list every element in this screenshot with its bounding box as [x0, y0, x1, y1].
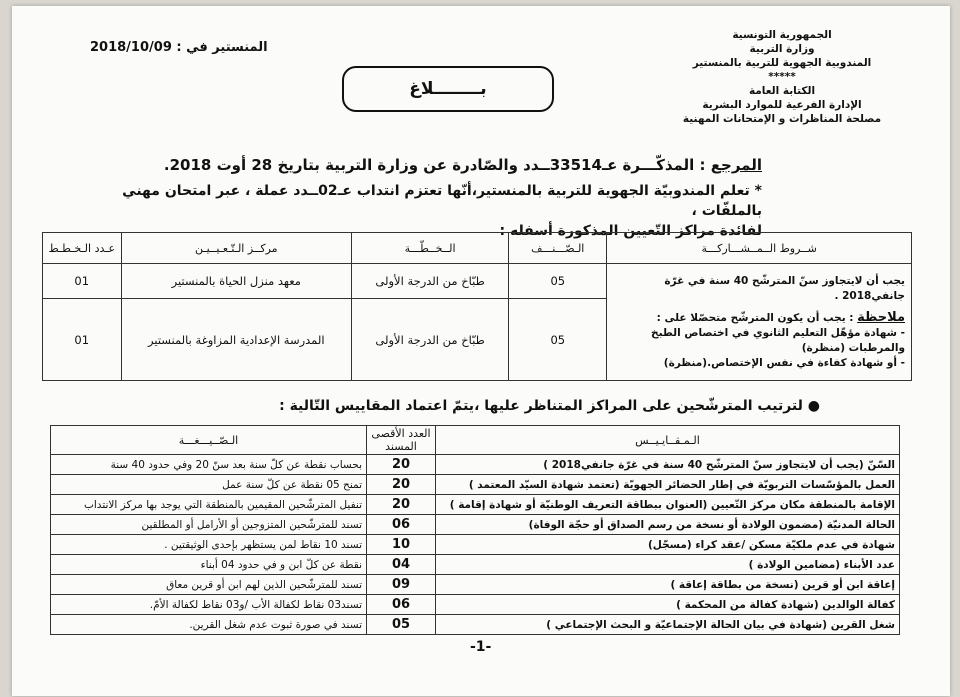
formula-cell: تمنح 05 نقطة عن كلّ سنة عمل — [51, 475, 367, 495]
table-row — [51, 515, 900, 535]
col-formula: الـصّــيـــغـــة — [51, 426, 367, 455]
max-cell: 05 — [367, 615, 436, 635]
condition-item: - شهادة مؤهّل التعليم الثانوي في اختصاص الطبخ والمرطبات (منظرة) — [651, 326, 905, 354]
max-cell: 06 — [367, 515, 436, 535]
col-count: عـدد الـخـطـط — [43, 233, 122, 264]
notice-title: بــــــــلاغ — [342, 66, 554, 112]
count-cell: 01 — [43, 299, 122, 381]
max-cell: 09 — [367, 575, 436, 595]
formula-cell: تسند 10 نقاط لمن يستظهر بإحدى الوثيقتين . — [51, 535, 367, 555]
header-line: الإدارة الفرعية للموارد البشرية — [702, 99, 862, 111]
criteria-table — [50, 425, 900, 635]
max-cell: 20 — [367, 455, 436, 475]
ministry-header — [652, 28, 912, 126]
table-row — [51, 615, 900, 635]
criterion-cell: العمل بالمؤسّسات التربويّة في إطار الحضائر الجهويّة (تعتمد شهادة السيّد المعتمد ) — [436, 475, 900, 495]
table-row — [51, 595, 900, 615]
formula-cell: بحساب نقطة عن كلّ سنة بعد سنّ 20 وفي حدود 40 سنة — [51, 455, 367, 475]
col-criteria: الـمـقــايـيــس — [436, 426, 900, 455]
note-text: : يجب أن يكون المترشّح متحصّلا على : — [656, 311, 854, 324]
intro-line: * تعلم المندوبيّة الجهوية للتربية بالمنستير،أنّها تعتزم انتداب عـ02ــدد عملة ، عبر امتحان مهني بالملفّات ، — [122, 183, 762, 219]
reference-text: : المذكّـــرة عـ33514ــدد والصّادرة عن وزارة التربية بتاريخ 28 أوت 2018. — [163, 156, 706, 174]
condition-age: يجب أن لايتجاوز سنّ المترشّح 40 سنة في غرّة جانفي2018 . — [664, 274, 905, 302]
max-cell: 20 — [367, 475, 436, 495]
criterion-cell: عدد الأبناء (مضامين الولادة ) — [436, 555, 900, 575]
criterion-cell: شغل القرين (شهادة في بيان الحالة الإجتماعيّة و البحث الإجتماعي ) — [436, 615, 900, 635]
header-line: وزارة التربية — [749, 43, 815, 55]
max-cell: 20 — [367, 495, 436, 515]
reference-line — [164, 156, 762, 174]
center-cell: المدرسة الإعدادية المزاوغة بالمنستير — [121, 299, 352, 381]
document-page — [12, 6, 950, 696]
page-number: -1- — [470, 639, 492, 655]
formula-cell: تسند03 نقاط لكفالة الأب /و03 نقاط لكفالة الأمّ. — [51, 595, 367, 615]
table-row — [43, 264, 912, 299]
formula-cell: نقطة عن كلّ ابن و في حدود 04 أبناء — [51, 555, 367, 575]
rank-cell: 05 — [509, 264, 607, 299]
criterion-cell: الحالة المدنيّة (مضمون الولادة أو نسخة من رسم الصداق أو حجّة الوفاة) — [436, 515, 900, 535]
header-line: الجمهورية التونسية — [732, 29, 832, 41]
ranking-intro: ● لترتيب المترشّحين على المراكز المتناظر عليها ،يتمّ اعتماد المقاييس التّالية : — [279, 398, 820, 414]
criterion-cell: شهادة في عدم ملكيّة مسكن /عقد كراء (مسجّل) — [436, 535, 900, 555]
positions-table — [42, 232, 912, 381]
header-line: الكتابة العامة — [748, 85, 816, 97]
count-cell: 01 — [43, 264, 122, 299]
header-line: المندوبية الجهوية للتربية بالمنستير — [692, 57, 872, 69]
plan-cell: طبّاخ من الدرجة الأولى — [352, 299, 509, 381]
col-plan: الــخــطّـــة — [352, 233, 509, 264]
table-row — [51, 575, 900, 595]
formula-cell: تسند للمترشّحين المتزوجين أو الأرامل أو المطلقين — [51, 515, 367, 535]
col-center: مركــز الـتّـعـيــيـن — [121, 233, 352, 264]
header-line: مصلحة المناظرات و الإمتحانات المهنية — [682, 113, 882, 125]
table-row — [51, 555, 900, 575]
max-cell: 10 — [367, 535, 436, 555]
conditions-cell — [607, 264, 912, 381]
table-header-row — [43, 233, 912, 264]
criterion-cell: الإقامة بالمنطقة مكان مركز التّعيين (العنوان ببطاقة التعريف الوطنيّة أو شهادة إقامة ) — [436, 495, 900, 515]
col-conditions: شــروط الــمــشـــاركـــة — [607, 233, 912, 264]
formula-cell: تسند في صورة ثبوت عدم شغل القرين. — [51, 615, 367, 635]
criterion-cell: كفالة الوالدين (شهادة كفالة من المحكمة ) — [436, 595, 900, 615]
table-row — [51, 495, 900, 515]
condition-item: - أو شهادة كفاءة في نفس الإختصاص.(منظرة) — [663, 356, 905, 369]
col-rank: الـصّـــنـــف — [509, 233, 607, 264]
table-row — [51, 455, 900, 475]
date-line: المنستير في : 2018/10/09 — [90, 40, 268, 55]
center-cell: معهد منزل الحياة بالمنستير — [121, 264, 352, 299]
formula-cell: تنفيل المترشّحين المقيمين بالمنطقة التي يوجد بها مركز الانتداب — [51, 495, 367, 515]
bullet-icon: ● — [802, 398, 820, 414]
intro-line: لفائدة مراكز التّعيين المذكورة أسفله : — [499, 223, 762, 239]
max-cell: 04 — [367, 555, 436, 575]
rank-cell: 05 — [509, 299, 607, 381]
note-label: ملاحظة — [857, 309, 905, 325]
max-cell: 06 — [367, 595, 436, 615]
table-header-row — [51, 426, 900, 455]
formula-cell: تسند للمترشّحين الذين لهم ابن أو قرين معاق — [51, 575, 367, 595]
plan-cell: طبّاخ من الدرجة الأولى — [352, 264, 509, 299]
condition-note — [613, 310, 905, 326]
table-row — [51, 535, 900, 555]
criterion-cell: إعاقة ابن أو قرين (نسخة من بطاقة إعاقة ) — [436, 575, 900, 595]
header-line: ***** — [768, 71, 796, 83]
reference-label: المرجع — [710, 156, 762, 174]
table-row — [51, 475, 900, 495]
col-max: العدد الأقصى المسند — [367, 426, 436, 455]
criterion-cell: السّنّ (يجب أن لايتجاوز سنّ المترشّح 40 سنة في غرّة جانفي2018 ) — [436, 455, 900, 475]
